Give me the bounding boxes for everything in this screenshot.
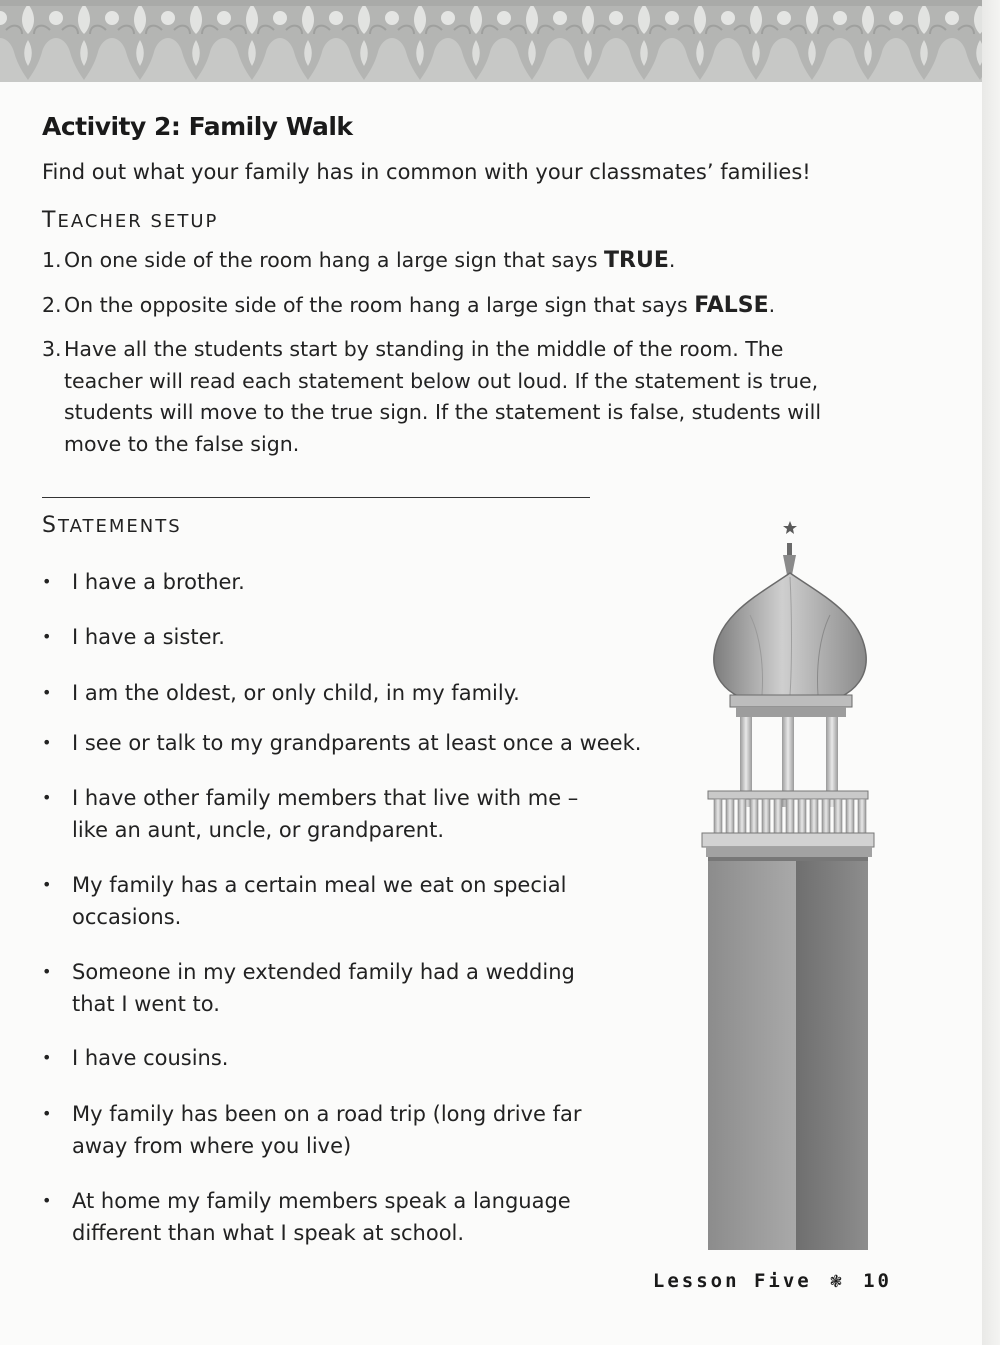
- statement-item: • I have a sister.: [42, 625, 225, 649]
- setup-step-1: 1. On one side of the room hang a large sign that says TRUE.: [42, 248, 676, 273]
- arabesque-border: [0, 0, 982, 82]
- activity-title: Activity 2: Family Walk: [42, 112, 353, 141]
- statements-heading: STATEMENTS: [42, 513, 182, 538]
- statement-item: • I am the oldest, or only child, in my family.: [42, 681, 520, 705]
- activity-intro: Find out what your family has in common with your classmates’ families!: [42, 160, 811, 184]
- statement-item: • My family has a certain meal we eat on special occasions.: [42, 873, 567, 929]
- page-footer: [653, 1270, 892, 1292]
- minaret-illustration: [680, 505, 900, 1250]
- statement-item: • I see or talk to my grandparents at least once a week.: [42, 731, 642, 755]
- statement-item: • Someone in my extended family had a wedding that I went to.: [42, 960, 575, 1016]
- flower-ornament-icon: ❃: [830, 1270, 845, 1292]
- page-edge-shadow: [982, 0, 1000, 1345]
- statement-item: • I have a brother.: [42, 570, 245, 594]
- setup-step-3: 3. Have all the students start by standing in the middle of the room. The teacher will read each statement below out loud. If the statement is true, students will move to the true sign. If the statement is false, students will move to the false sign.: [42, 337, 822, 456]
- statement-item: • My family has been on a road trip (long drive far away from where you live): [42, 1102, 582, 1158]
- statement-item: • I have other family members that live with me – like an aunt, uncle, or grandparent.: [42, 786, 579, 842]
- teacher-setup-heading: TEACHER SETUP: [42, 208, 219, 233]
- statement-item: • I have cousins.: [42, 1046, 229, 1070]
- statement-item: • At home my family members speak a language different than what I speak at school.: [42, 1189, 571, 1245]
- lesson-label: Lesson Five: [652, 1270, 812, 1292]
- setup-step-2: 2. On the opposite side of the room hang a large sign that says FALSE.: [42, 293, 776, 318]
- page-number: 10: [863, 1270, 892, 1292]
- section-divider: [42, 497, 590, 498]
